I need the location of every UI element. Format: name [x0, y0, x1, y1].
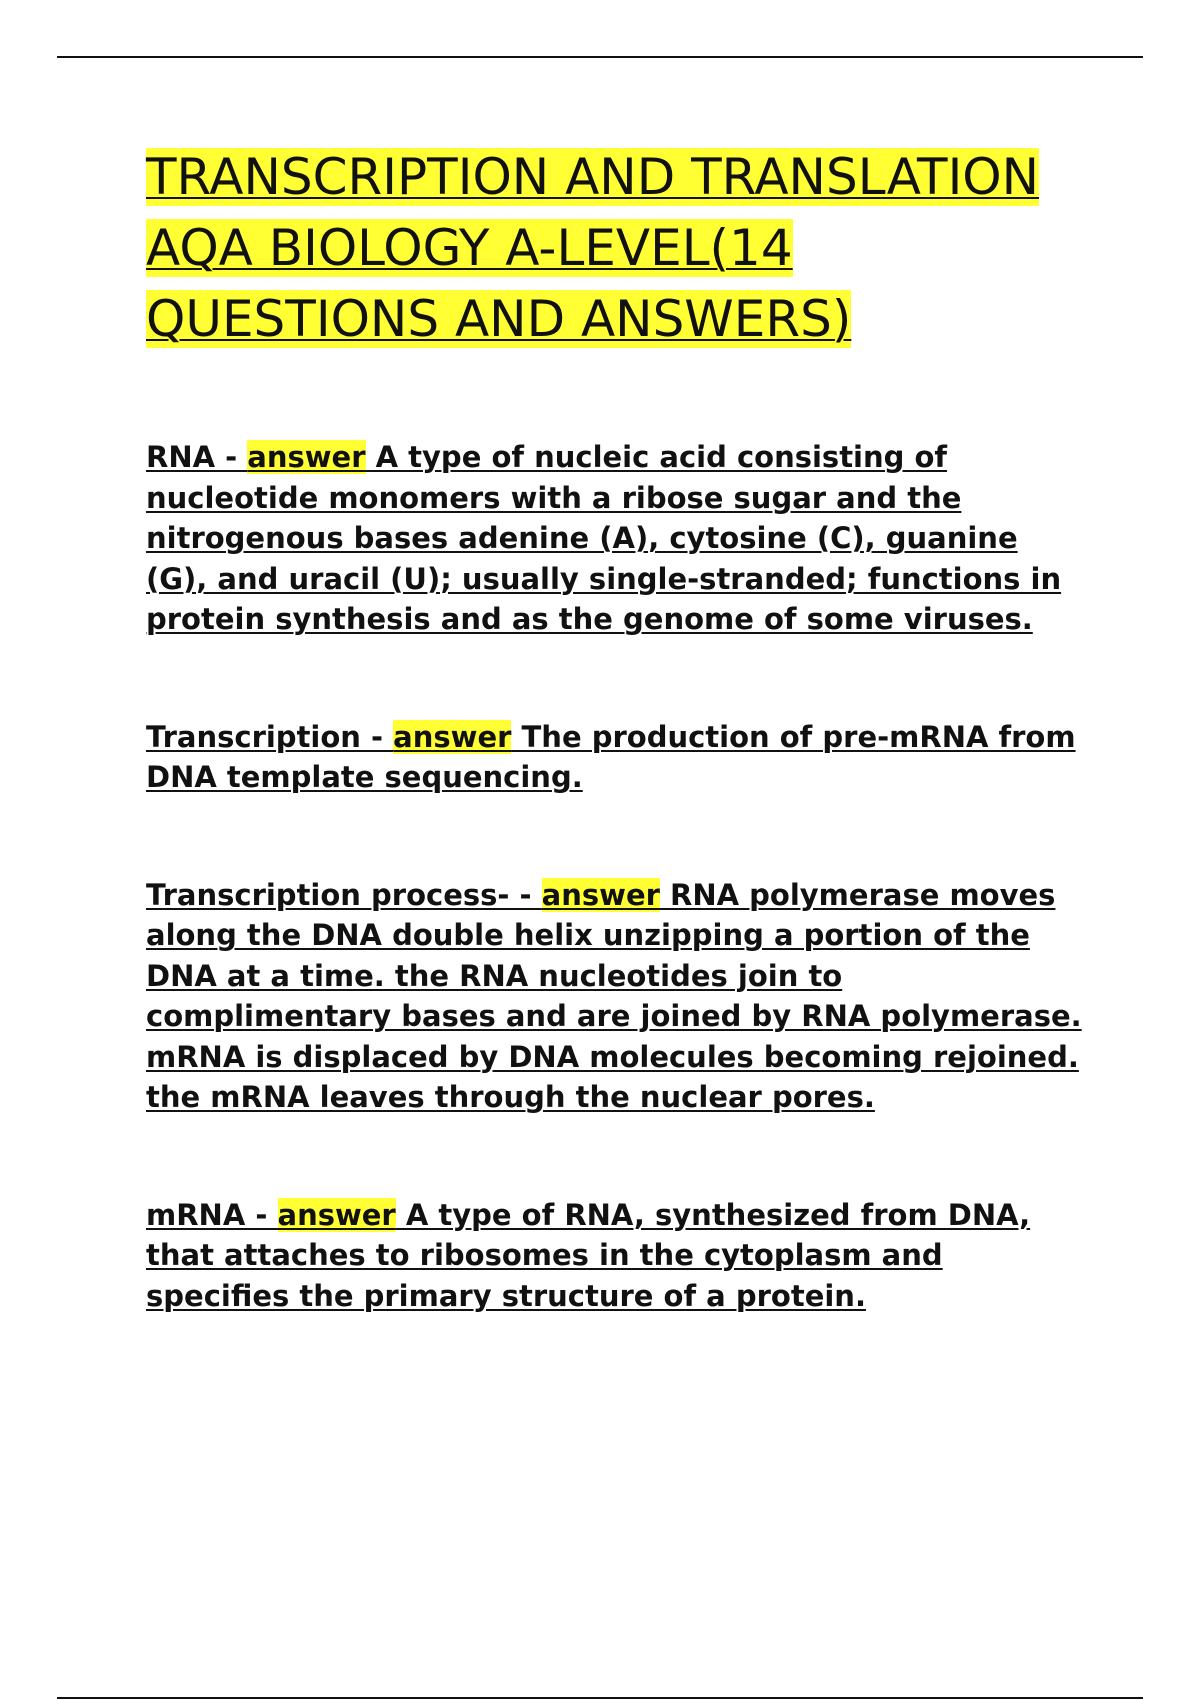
answer-label: answer [247, 440, 366, 474]
document-title [146, 142, 1046, 355]
qa-entry-mrna [146, 1195, 1086, 1317]
header-rule [57, 56, 1143, 58]
qa-definition: RNA polymerase moves along the DNA double helix unzipping a portion of the DNA at a time. the RNA nucleotides join to complimentary bases and are joined by RNA polymerase. mRNA is displaced by DNA molecules becoming rejoined. the mRNA leaves through the nuclear pores. [146, 877, 1082, 1114]
footer-rule [57, 1697, 1143, 1699]
qa-term: Transcription - [146, 719, 394, 754]
qa-definition: A type of RNA, synthesized from DNA, that attaches to ribosomes in the cytoplasm and specifies the primary structure of a protein. [146, 1197, 1031, 1313]
qa-term: Transcription process- - [146, 877, 542, 912]
title-highlight: TRANSCRIPTION AND TRANSLATION AQA BIOLOGY A-LEVEL(14 QUESTIONS AND ANSWERS) [146, 148, 1040, 348]
qa-definition: The production of pre-mRNA from DNA template sequencing. [146, 719, 1076, 794]
document-body [146, 142, 1086, 1316]
answer-label: answer [541, 877, 660, 912]
qa-term: mRNA - [146, 1197, 278, 1232]
qa-definition: A type of nucleic acid consisting of nucleotide monomers with a ribose sugar and the nitrogenous bases adenine (A), cytosine (C), guanine (G), and uracil (U); usually single-stranded; functions in protein synthesis and as the genome of some viruses. [146, 440, 1062, 636]
qa-term: RNA - [146, 440, 248, 474]
answer-label: answer [393, 719, 512, 754]
qa-entry-transcription [146, 717, 1086, 798]
answer-label: answer [277, 1197, 396, 1232]
qa-entry-rna [146, 437, 1086, 640]
qa-entry-transcription-process [146, 875, 1086, 1118]
